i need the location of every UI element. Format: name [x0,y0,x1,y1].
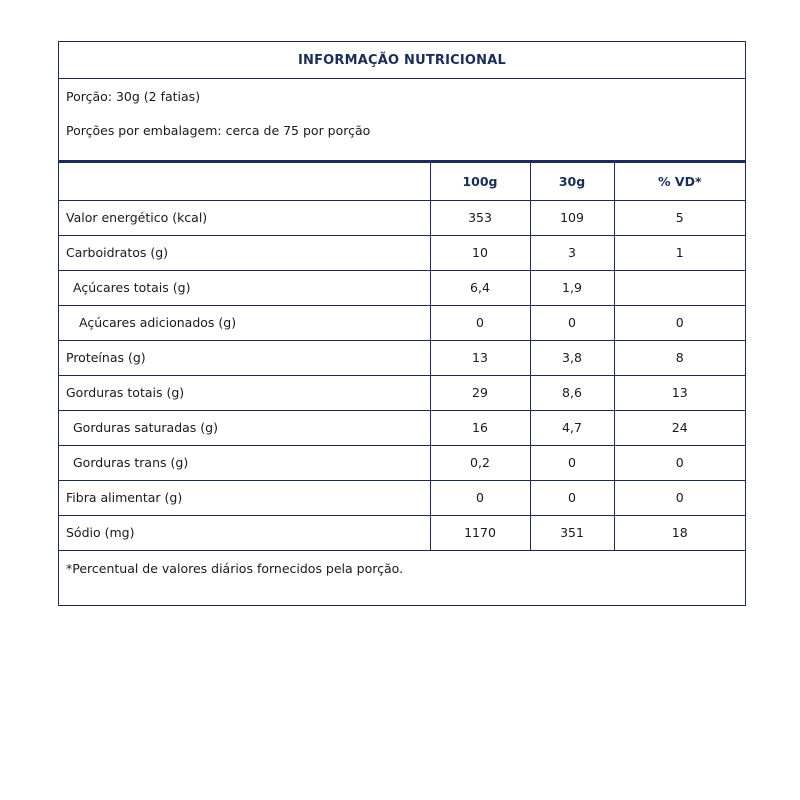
value-30g: 0 [530,480,614,515]
value-100g: 16 [430,410,530,445]
column-header-30g: 30g [530,163,614,200]
value-100g: 353 [430,200,530,235]
value-30g: 3,8 [530,340,614,375]
value-30g: 0 [530,305,614,340]
value-vd: 0 [614,445,745,480]
value-30g: 3 [530,235,614,270]
table-row [59,410,745,445]
column-header-100g: 100g [430,163,530,200]
value-vd: 1 [614,235,745,270]
serving-size: Porção: 30g (2 fatias) [66,89,201,104]
table-row [59,445,745,480]
label-title: INFORMAÇÃO NUTRICIONAL [59,42,745,79]
value-100g: 0 [430,480,530,515]
nutrient-name: Açúcares totais (g) [59,270,430,305]
table-row [59,515,745,550]
value-30g: 4,7 [530,410,614,445]
nutrient-name: Carboidratos (g) [59,235,430,270]
value-30g: 109 [530,200,614,235]
table-row [59,305,745,340]
value-100g: 6,4 [430,270,530,305]
value-30g: 351 [530,515,614,550]
value-100g: 0 [430,305,530,340]
value-vd: 18 [614,515,745,550]
nutrition-table [59,163,745,551]
value-vd: 5 [614,200,745,235]
value-vd: 0 [614,480,745,515]
nutrient-name: Proteínas (g) [59,340,430,375]
column-header-nutrient [59,163,430,200]
value-100g: 10 [430,235,530,270]
value-vd: 0 [614,305,745,340]
value-30g: 8,6 [530,375,614,410]
table-row [59,375,745,410]
nutrient-name: Gorduras saturadas (g) [59,410,430,445]
nutrient-name: Gorduras trans (g) [59,445,430,480]
value-vd: 24 [614,410,745,445]
nutrient-name: Açúcares adicionados (g) [59,305,430,340]
table-header-row [59,163,745,200]
value-30g: 0 [530,445,614,480]
value-100g: 1170 [430,515,530,550]
table-row [59,340,745,375]
table-row [59,270,745,305]
value-30g: 1,9 [530,270,614,305]
footnote: *Percentual de valores diários fornecidos pela porção. [66,560,404,576]
nutrition-facts-label [58,41,746,606]
value-vd: 13 [614,375,745,410]
nutrient-name: Gorduras totais (g) [59,375,430,410]
column-header-vd: % VD* [614,163,745,200]
value-100g: 0,2 [430,445,530,480]
value-vd [614,270,745,305]
nutrient-name: Fibra alimentar (g) [59,480,430,515]
servings-per-package: Porções por embalagem: cerca de 75 por porção [66,123,371,138]
serving-info [59,79,745,163]
value-vd: 8 [614,340,745,375]
value-100g: 13 [430,340,530,375]
table-row [59,235,745,270]
value-100g: 29 [430,375,530,410]
table-row [59,480,745,515]
nutrient-name: Valor energético (kcal) [59,200,430,235]
nutrient-name: Sódio (mg) [59,515,430,550]
table-row [59,200,745,235]
